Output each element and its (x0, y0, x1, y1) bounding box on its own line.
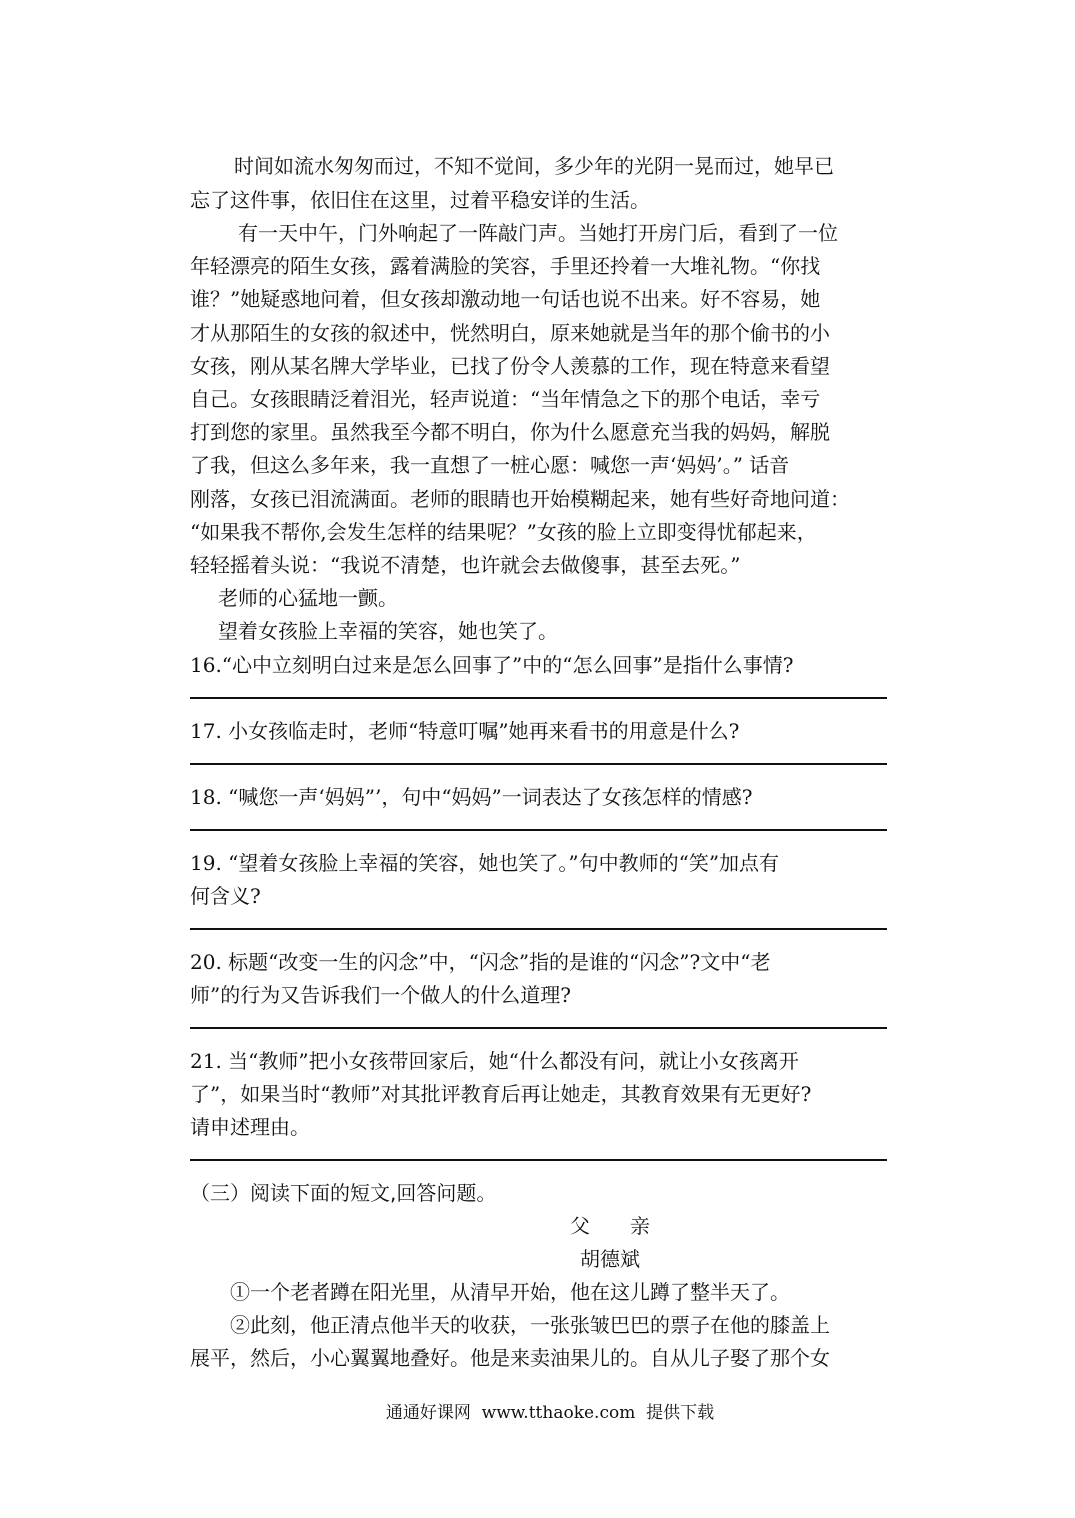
paragraph-1: ①一个老者蹲在阳光里，从清早开始，他在这儿蹲了整半天了。 (230, 1280, 790, 1304)
passage-line: 有一天中午，门外响起了一阵敲门声。当她打开房门后，看到了一位 (238, 221, 838, 245)
passage-line: 刚落，女孩已泪流满面。老师的眼睛也开始模糊起来，她有些好奇地问道： (190, 487, 850, 511)
question-21-cont: 请申述理由。 (190, 1115, 310, 1139)
passage-line: 了我，但这么多年来，我一直想了一桩心愿：喊您一声‘妈妈’。” 话音 (190, 453, 790, 477)
question-19: 19. “望着女孩脸上幸福的笑容，她也笑了。”句中教师的“笑”加点有 (190, 851, 780, 875)
answer-line (190, 697, 887, 699)
question-17: 17. 小女孩临走时，老师“特意叮嘱”她再来看书的用意是什么? (190, 719, 740, 743)
passage-line: 打到您的家里。虽然我至今都不明白，你为什么愿意充当我的妈妈，解脱 (190, 420, 830, 444)
paragraph-2: ②此刻，他正清点他半天的收获，一张张皱巴巴的票子在他的膝盖上 (230, 1313, 830, 1337)
question-16: 16.“心中立刻明白过来是怎么回事了”中的“怎么回事”是指什么事情? (190, 653, 794, 677)
passage-line: 年轻漂亮的陌生女孩，露着满脸的笑容，手里还拎着一大堆礼物。“你找 (190, 254, 821, 278)
section-heading: （三）阅读下面的短文,回答问题。 (190, 1181, 497, 1205)
question-20-cont: 师”的行为又告诉我们一个做人的什么道理? (190, 983, 571, 1007)
passage-line: 自己。女孩眼睛泛着泪光，轻声说道：“当年情急之下的那个电话，幸亏 (190, 387, 821, 411)
passage-line: 谁？”她疑惑地问着，但女孩却激动地一句话也说不出来。好不容易，她 (190, 287, 821, 311)
article-author: 胡德斌 (580, 1247, 640, 1271)
answer-line (190, 829, 887, 831)
passage-line: 轻轻摇着头说：“我说不清楚，也许就会去做傻事，甚至去死。” (190, 553, 741, 577)
question-21-cont: 了”，如果当时“教师”对其批评教育后再让她走，其教育效果有无更好? (190, 1082, 812, 1106)
question-21: 21. 当“教师”把小女孩带回家后，她“什么都没有问，就让小女孩离开 (190, 1049, 799, 1073)
passage-line: 才从那陌生的女孩的叙述中，恍然明白，原来她就是当年的那个偷书的小 (190, 321, 830, 345)
passage-line: 女孩，刚从某名牌大学毕业，已找了份令人羡慕的工作，现在特意来看望 (190, 354, 830, 378)
question-19-cont: 何含义? (190, 884, 261, 908)
passage-line: 时间如流水匆匆而过，不知不觉间，多少年的光阴一晃而过，她早已 (234, 154, 834, 178)
paragraph-2-cont: 展平，然后，小心翼翼地叠好。他是来卖油果儿的。自从儿子娶了那个女 (190, 1346, 830, 1370)
answer-line (190, 763, 887, 765)
passage-line: 望着女孩脸上幸福的笑容，她也笑了。 (218, 619, 558, 643)
answer-line (190, 1159, 887, 1161)
passage-line: 老师的心猛地一颤。 (218, 586, 398, 610)
passage-line: “如果我不帮你,会发生怎样的结果呢？”女孩的脸上立即变得忧郁起来， (190, 520, 817, 544)
question-18: 18. “喊您一声‘妈妈”’，句中“妈妈”一词表达了女孩怎样的情感? (190, 785, 753, 809)
article-title: 父 亲 (570, 1214, 650, 1238)
page-footer: 通通好课网 www.tthaoke.com 提供下载 (385, 1403, 715, 1423)
answer-line (190, 928, 887, 930)
question-20: 20. 标题“改变一生的闪念”中，“闪念”指的是谁的“闪念”?文中“老 (190, 950, 771, 974)
passage-line: 忘了这件事，依旧住在这里，过着平稳安详的生活。 (190, 188, 650, 212)
answer-line (190, 1027, 887, 1029)
